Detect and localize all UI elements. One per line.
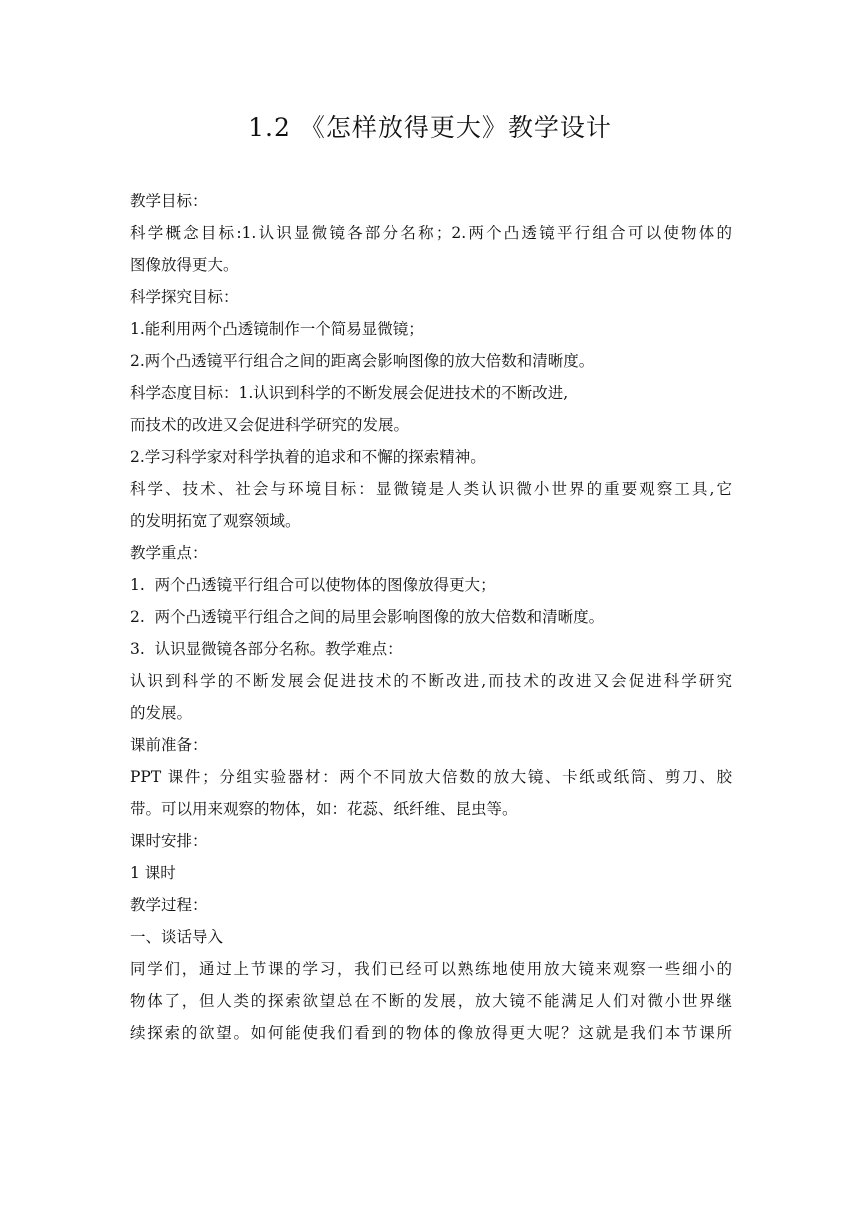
text-line: 认识到科学的不断发展会促进技术的不断改进,而技术的改进又会促进科学研究 xyxy=(130,672,732,690)
text-line: 科学探究目标： xyxy=(130,288,239,306)
document-title: 1.2 《怎样放得更大》教学设计 xyxy=(248,113,612,142)
text-line: 科学态度目标：1.认识到科学的不断发展会促进技术的不断改进, xyxy=(130,384,569,402)
text-line: 图像放得更大。 xyxy=(130,256,239,274)
text-line: 教学过程： xyxy=(130,896,208,914)
text-line: 带。可以用来观察的物体，如：花蕊、纸纤维、昆虫等。 xyxy=(130,800,518,818)
text-line: 2.学习科学家对科学执着的追求和不懈的探索精神。 xyxy=(130,448,486,466)
text-line: 续探索的欲望。如何能使我们看到的物体的像放得更大呢？这就是我们本节课所 xyxy=(130,1024,732,1042)
text-line: 2.两个凸透镜平行组合之间的距离会影响图像的放大倍数和清晰度。 xyxy=(130,352,595,370)
text-line: 教学目标： xyxy=(130,192,208,210)
list-item: 3. 认识显微镜各部分名称。教学难点： xyxy=(130,640,403,658)
list-item: 2. 两个凸透镜平行组合之间的局里会影响图像的放大倍数和清晰度。 xyxy=(130,608,605,626)
text-line: 的发明拓宽了观察领域。 xyxy=(130,512,301,530)
text-line: 一、谈话导入 xyxy=(130,928,224,946)
document-body xyxy=(130,185,732,1049)
text-line: 物体了，但人类的探索欲望总在不断的发展，放大镜不能满足人们对微小世界继 xyxy=(130,992,732,1010)
text-line: 同学们，通过上节课的学习，我们已经可以熟练地使用放大镜来观察一些细小的 xyxy=(130,960,732,978)
text-line: 的发展。 xyxy=(130,704,193,722)
text-line: 科学概念目标:1.认识显微镜各部分名称；2.两个凸透镜平行组合可以使物体的 xyxy=(130,224,732,242)
text-line: 科学、技术、社会与环境目标：显微镜是人类认识微小世界的重要观察工具,它 xyxy=(130,480,732,498)
text-line: 而技术的改进又会促进科学研究的发展。 xyxy=(130,416,410,434)
text-line: PPT 课件；分组实验器材：两个不同放大倍数的放大镜、卡纸或纸筒、剪刀、胶 xyxy=(130,768,732,786)
list-item: 1. 两个凸透镜平行组合可以使物体的图像放得更大； xyxy=(130,576,496,594)
text-line: 教学重点： xyxy=(130,544,208,562)
text-line: 课前准备： xyxy=(130,736,208,754)
text-line: 课时安排： xyxy=(130,832,208,850)
text-line: 1.能利用两个凸透镜制作一个简易显微镜； xyxy=(130,320,424,338)
text-line: 1 课时 xyxy=(130,864,176,882)
